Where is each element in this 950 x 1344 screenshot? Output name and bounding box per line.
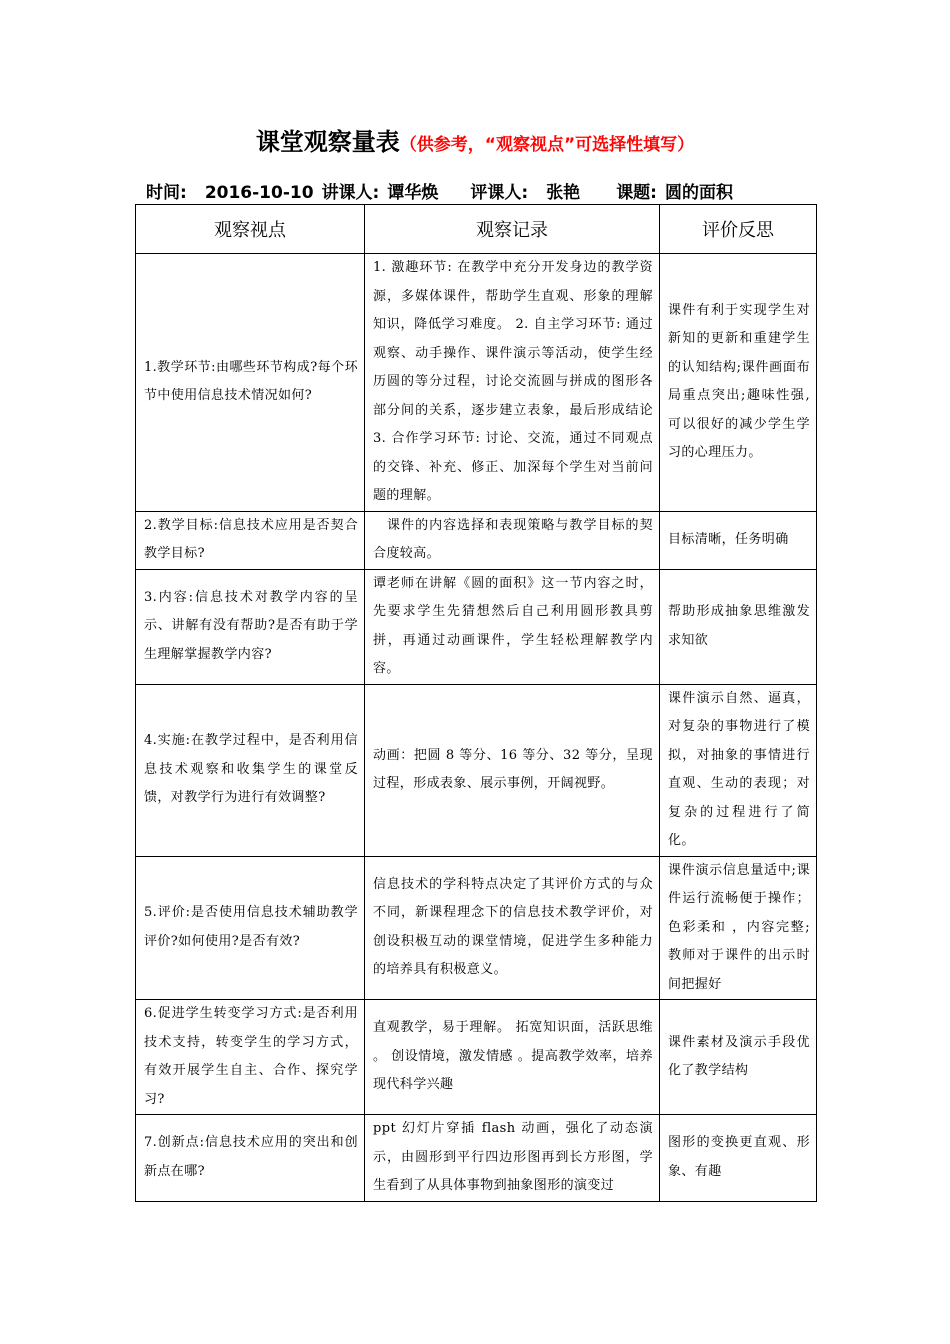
table-row — [136, 569, 817, 684]
evaluator-label: 评课人: — [470, 183, 529, 203]
row-record: 1. 激趣环节: 在教学中充分开发身边的教学资源，多媒体课件，帮助学生直观、形象的理解知识，降低学习难度。 2. 自主学习环节: 通过观察、动手操作、课件演示等活动，使学生经历圆的等分过程，讨论交流圆与拼成的图形各部分间的关系，逐步建立表象，最后形成结论 3. 合作学习环节: 讨论、交流，通过不同观点的交锋、补充、修正、加深每个学生对当前问题的理解。 — [373, 260, 653, 503]
row-point: 2.教学目标:信息技术应用是否契合教学目标? — [144, 517, 358, 561]
row-record: 动画：把圆 8 等分、16 等分、32 等分，呈现过程，形成表象、展示事例，开阔视野。 — [373, 747, 653, 791]
row-reflection: 课件有利于实现学生对新知的更新和重建学生的认知结构;课件画面布局重点突出;趣味性强,可以很好的减少学生学习的心理压力。 — [668, 302, 810, 461]
row-point: 7.创新点:信息技术应用的突出和创新点在哪? — [144, 1135, 358, 1179]
row-point: 6.促进学生转变学习方式:是否利用技术支持，转变学生的学习方式，有效开展学生自主、合作、探究学习? — [144, 1006, 358, 1107]
row-point: 3.内容:信息技术对教学内容的呈示、讲解有没有帮助?是否有助于学生理解掌握教学内容? — [144, 589, 358, 662]
row-record: ppt 幻灯片穿插 flash 动画，强化了动态演示，由圆形到平行四边形图再到长方形图，学生看到了从具体事物到抽象图形的演变过 — [373, 1121, 653, 1193]
topic-label: 课题: — [616, 183, 657, 203]
header-reflection: 评价反思 — [660, 205, 817, 254]
table-row — [136, 684, 817, 856]
table-row — [136, 1000, 817, 1115]
time-label: 时间: — [146, 183, 187, 203]
evaluator-value: 张艳 — [546, 183, 581, 203]
row-reflection: 课件演示信息量适中;课件运行流畅便于操作；色彩柔和 ，内容完整;教师对于课件的出示时间把握好 — [668, 862, 810, 992]
title-note: （供参考，“观察视点”可选择性填写） — [399, 135, 695, 155]
header-row — [136, 205, 817, 254]
row-record: 直观教学，易于理解。 拓宽知识面，活跃思维 。 创设情境，激发情感 。提高教学效率，培养现代科学兴趣 — [373, 1020, 653, 1093]
table-row — [136, 254, 817, 512]
header-point: 观察视点 — [136, 205, 365, 254]
topic-value: 圆的面积 — [665, 183, 733, 203]
row-reflection: 帮助形成抽象思维激发求知欲 — [668, 604, 810, 648]
row-reflection: 图形的变换更直观、形象、有趣 — [668, 1135, 810, 1179]
observation-table — [135, 204, 817, 1202]
meta-line — [146, 178, 733, 203]
row-reflection: 目标清晰，任务明确 — [668, 531, 789, 547]
header-record: 观察记录 — [365, 205, 660, 254]
row-reflection: 课件素材及演示手段优化了教学结构 — [668, 1034, 810, 1078]
row-reflection: 课件演示自然、逼真，对复杂的事物进行了模拟，对抽象的事情进行直观、生动的表现；对复杂的过程进行了简化。 — [668, 690, 810, 848]
row-record: 课件的内容选择和表现策略与教学目标的契合度较高。 — [373, 517, 653, 561]
row-point: 1.教学环节:由哪些环节构成?每个环节中使用信息技术情况如何? — [144, 359, 358, 404]
table-row — [136, 1115, 817, 1202]
table-row — [136, 856, 817, 1000]
time-value: 2016-10-10 — [204, 183, 314, 203]
lecturer-label: 讲课人: — [321, 183, 380, 203]
row-record: 谭老师在讲解《圆的面积》这一节内容之时，先要求学生先猜想然后自己利用圆形教具剪拼，再通过动画课件，学生轻松理解教学内容。 — [373, 575, 653, 676]
page-title — [0, 122, 950, 157]
lecturer-value: 谭华焕 — [387, 183, 439, 203]
table-row — [136, 511, 817, 569]
row-point: 4.实施:在教学过程中，是否利用信息技术观察和收集学生的课堂反馈，对教学行为进行有效调整? — [144, 733, 358, 806]
title-main: 课堂观察量表 — [255, 128, 400, 156]
row-record: 信息技术的学科特点决定了其评价方式的与众不同，新课程理念下的信息技术教学评价，对创设积极互动的课堂情境，促进学生多种能力的培养具有积极意义。 — [373, 876, 653, 978]
row-point: 5.评价:是否使用信息技术辅助教学评价?如何使用?是否有效? — [144, 905, 358, 949]
